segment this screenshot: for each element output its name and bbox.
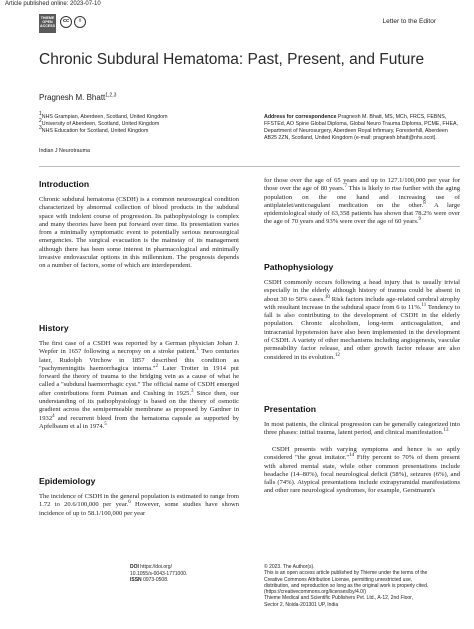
history-paragraph: The first case of a CSDH was reported by a German physician Johan J. Wepfer in 1657 following a necropsy on a stroke patient.$^1$ Two centuries later, Rudolph Virchow in 1857 described this condition as "pachymeningitis haemorrhagica interna."$^2$ Later Trotter in 1914 put forward the theory of trauma to the bridging vein as a cause of what he called a "subdural haemorrhagic cyst." The official name of CSDH emerged after contributions form Putman and Cushing in 1925.$^3$ Since then, our understanding of its pathophysiology is based on the theory of osmotic gradient across the semipermeable membrane as proposed by Gardner in 1932$^4$ and recurrent bleed from the hematoma capsule as supported by Apfelbaum et al in 1974.$^5$ [39, 340, 239, 430]
published-date: Article published online: 2023-07-10 [5, 1, 101, 7]
logo-line-1: THIEME [40, 15, 55, 20]
epidemiology-continued-paragraph: for those over the age of 65 years and up to 127.1/100,000 per year for those over the age of 80 years.$^7$ This is likely to rise further with the aging population on the one hand and increasing use of antiplatelet/anticoagulant medication on the other.$^8$ A large epidemiological study of 63,358 patients has shown that 78.2% were over the age of 70 years and 93% were over the age of 60 years.$^9$ [264, 177, 461, 226]
author-line [39, 93, 116, 102]
publisher-line: Thieme Medical and Scientific Publishers Pvt. Ltd., A-12, 2nd Floor, [264, 595, 413, 602]
affiliations [39, 111, 229, 135]
copyright-line: © 2023. The Author(s). [264, 564, 315, 570]
logo-line-3: ACCESS [40, 24, 55, 29]
cc-icon: cc [60, 16, 72, 28]
article-type: Letter to the Editor [382, 18, 436, 25]
author-affil-sup: 1,2,3 [105, 92, 117, 99]
thieme-open-access-logo [39, 14, 56, 33]
doi-link[interactable]: https://doi.org/ [140, 564, 172, 570]
by-icon: i [74, 16, 86, 28]
doi-line: DOI https://doi.org/ [130, 564, 172, 570]
cc-license-icons [60, 16, 88, 28]
copyright-block [264, 564, 460, 608]
correspondence-address [264, 114, 460, 142]
issn-line: ISSN 0973-0508. [130, 577, 169, 584]
presentation-paragraph-1: In most patients, the clinical progression can be generally categorized into three phases: initial trauma, latent period, and clinical manifestation.$^{13}$ [264, 421, 460, 437]
affiliation-item: $^3$NHS Education for Scotland, United Kingdom [39, 125, 149, 134]
section-heading-epidemiology: Epidemiology [39, 476, 96, 486]
header-divider [39, 166, 460, 167]
affiliation-item: $^1$NHS Grampian, Aberdeen, Scotland, United Kingdom [39, 111, 168, 120]
section-heading-pathophysiology: Pathophysiology [264, 262, 334, 272]
section-heading-presentation: Presentation [264, 404, 317, 414]
license-line: This is an open access article published by Thieme under the terms of the [264, 570, 428, 577]
correspondence-text: Pragnesh M. Bhatt, MS, MCh, FRCS, FEBNS, FFSTEd, AO Spine Global Diploma, Global Neuro Trauma Diploma, PCME, FHEA, Department of Neurosurgery, Aberdeen Royal Infirmary, Foresterhill, Aberdeen AB25 2ZN, Scotland, United Kingdom (e-mail: pragnesh.bhatt@nhs.scot). [264, 114, 458, 141]
article-title: Chronic Subdural Hematoma: Past, Present, and Future [39, 51, 425, 68]
license-url[interactable]: (https://creativecommons.org/licenses/by/4.0/) [264, 589, 366, 596]
affiliation-item: $^2$University of Aberdeen, Scotland, United Kingdom [39, 118, 160, 127]
section-heading-introduction: Introduction [39, 179, 90, 189]
logo-line-2: OPEN [42, 19, 53, 24]
pathophysiology-paragraph: CSDH commonly occurs following a head injury that is usually trivial especially in the elderly although history of trauma could be absent in about 30 to 50% cases.$^{10}$ Risk factors include age-related cerebral atrophy with resultant increase in the subdural space from 6 to 11%.$^{11}$ Tendency to fall is also contributing to the development of CSDH in the elderly population. Chronic alcoholism, long-term anticoagulation, and intracranial hypotension have also been implemented in the development of CSDH. A variety of other mechanisms including angiogenesis, vascular permeability factor release, and other growth factor release are also considered in its evolution.$^{12}$ [264, 279, 461, 361]
correspondence-label: Address for correspondence [264, 114, 337, 120]
doi-issn-block [130, 564, 187, 584]
license-line: Creative Commons Attribution License, permitting unrestricted use, [264, 576, 413, 583]
license-line: distribution, and reproduction so long as the original work is properly cited. [264, 582, 429, 589]
epidemiology-paragraph: The incidence of CSDH in the general population is estimated to range from 1.72 to 20.6/100,000 per year.$^6$ However, some studies have shown incidence of up to 58.1/100,000 per year [39, 493, 239, 517]
doi-line-2: 10.1055/s-0043-1771000. [130, 570, 188, 577]
presentation-paragraph-2: CSDH presents with varying symptoms and hence is so aptly considered "the great imitator."$^{14}$ Fifty percent to 70% of them present with altered mental state, while other common presentations include headache (14–80%), focal neurological deficit (58%), seizures (6%), and falls (74%). Atypical presentations include extrapyramidal manifestations and other rare neurological syndromes, for example, Gerstmann's [264, 446, 460, 495]
publisher-line: Sector 2, Noida-201301 UP, India [264, 601, 339, 608]
author-name: Pragnesh M. Bhatt [39, 93, 106, 102]
intro-paragraph: Chronic subdural hematoma (CSDH) is a common neurosurgical condition characterized by abnormal collection of blood products in the subdural space with indolent course of progression. Its pathophysiology is complex and many theories have been put forward over time. Its presentation varies from a minimally symptomatic event to potentially serious neurosurgical emergencies. The surgical evacuation is the mainstay of its management although there has been some interest in pharmacological and minimally invasive endovascular options in this millennium. The prognosis depends on a number of factors, some of which are interdependent. [39, 196, 239, 270]
journal-reference: Indian J Neurotrauma [39, 148, 90, 154]
section-heading-history: History [39, 323, 69, 333]
